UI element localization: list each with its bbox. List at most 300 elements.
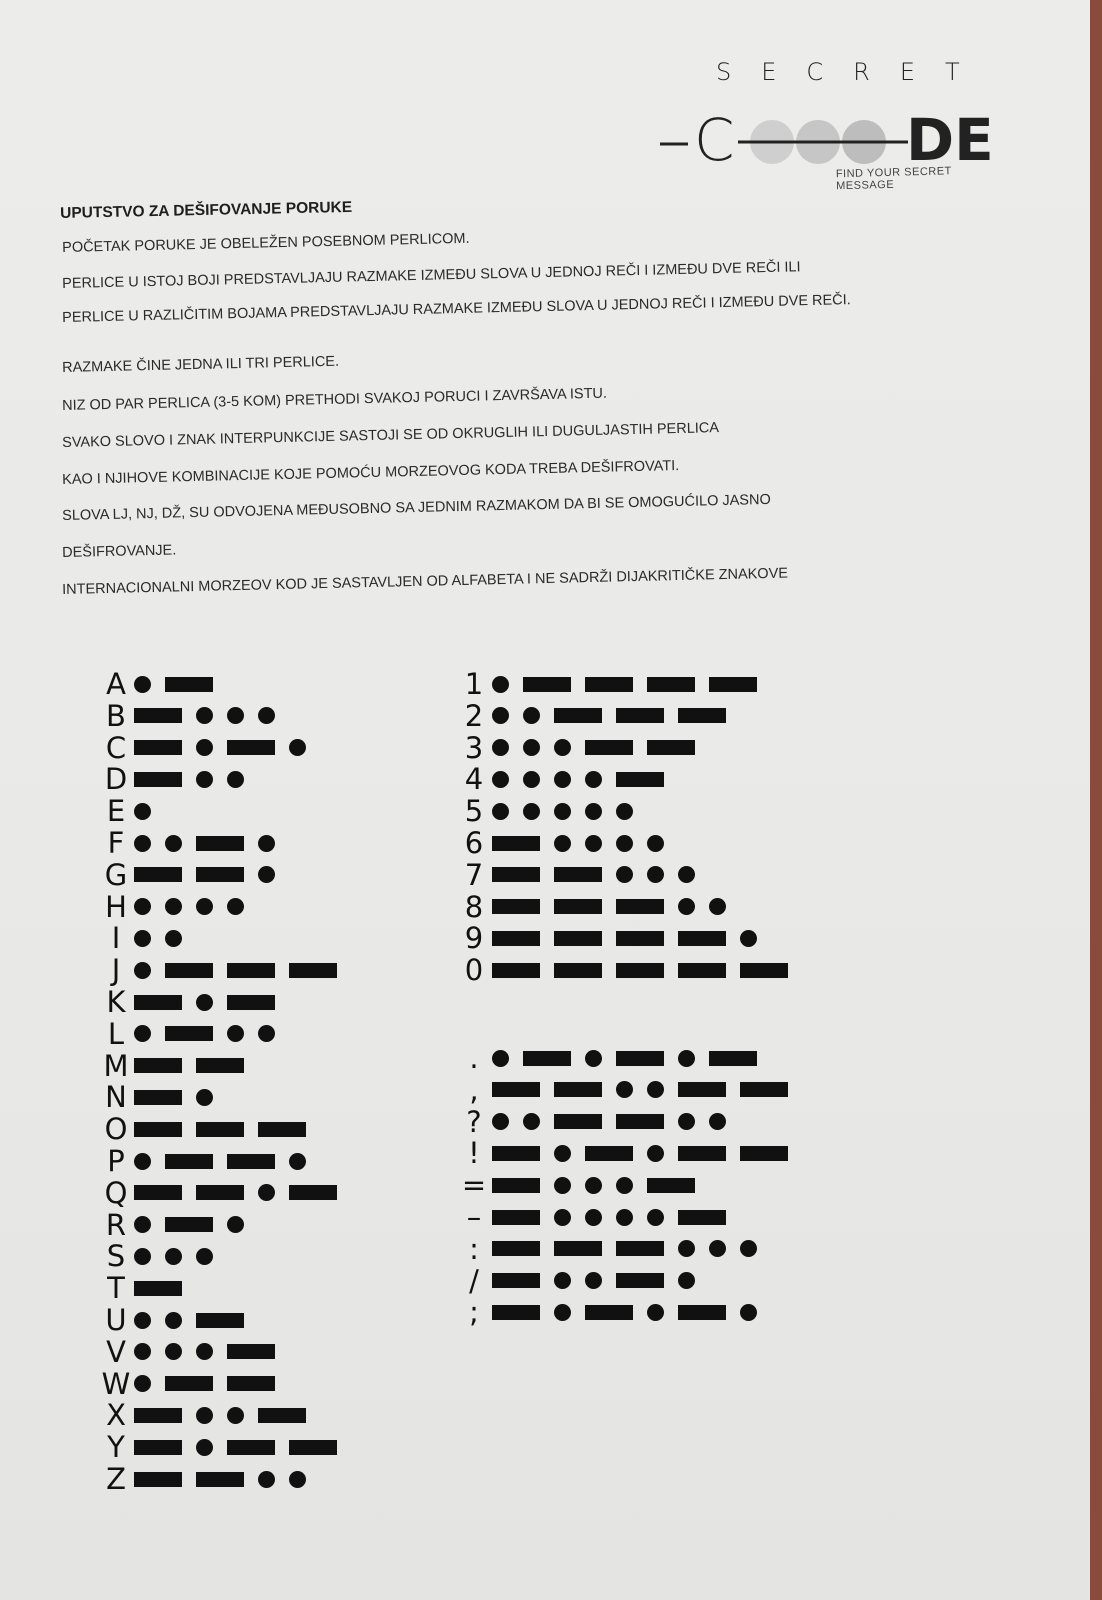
morse-code	[492, 930, 757, 947]
morse-dash	[165, 963, 213, 978]
morse-row-letters	[98, 1272, 182, 1304]
morse-dot	[165, 835, 182, 852]
morse-dash	[678, 963, 726, 978]
morse-character: 1	[464, 667, 484, 701]
morse-dot	[134, 1025, 151, 1042]
morse-dot	[647, 1304, 664, 1321]
morse-row-letters	[98, 1431, 337, 1463]
morse-code	[134, 739, 306, 756]
morse-row-letters	[98, 859, 275, 891]
morse-dot	[554, 1272, 571, 1289]
morse-code	[134, 1089, 213, 1106]
morse-dot	[258, 707, 275, 724]
morse-dot	[740, 930, 757, 947]
morse-dash	[227, 740, 275, 755]
morse-dash	[492, 1082, 540, 1097]
morse-dot	[523, 739, 540, 756]
morse-code	[492, 1050, 757, 1067]
morse-dot	[585, 1050, 602, 1067]
morse-row-punctuation	[456, 1201, 726, 1233]
morse-character: R	[105, 1207, 127, 1242]
morse-row-letters	[98, 1304, 244, 1336]
morse-code	[134, 866, 275, 883]
morse-dash	[678, 708, 726, 723]
morse-dot	[165, 1343, 182, 1360]
morse-dot	[165, 898, 182, 915]
morse-dash	[289, 1185, 337, 1200]
morse-row-numbers	[456, 859, 695, 891]
morse-dot	[227, 771, 244, 788]
morse-dash	[134, 867, 182, 882]
morse-dash	[196, 1313, 244, 1328]
morse-dash	[134, 995, 182, 1010]
morse-dash	[616, 772, 664, 787]
morse-dash	[523, 1051, 571, 1066]
morse-character: 2	[464, 698, 484, 733]
morse-dash	[134, 1185, 182, 1200]
instruction-line: SLOVA LJ, NJ, DŽ, SU ODVOJENA MEĐUSOBNO SA JEDNIM RAZMAKOM DA BI SE OMOGUĆILO JASNO	[62, 491, 771, 524]
morse-character: U	[105, 1303, 127, 1337]
morse-dash	[492, 836, 540, 851]
morse-dash	[523, 677, 571, 692]
morse-dot	[196, 1407, 213, 1424]
morse-character: /	[469, 1263, 479, 1298]
morse-code	[134, 1058, 244, 1073]
morse-code	[492, 963, 788, 978]
morse-dash	[678, 1146, 726, 1161]
morse-code	[492, 1113, 726, 1130]
morse-dash	[196, 1472, 244, 1487]
morse-row-punctuation	[456, 1137, 788, 1169]
morse-dash	[134, 1472, 182, 1487]
morse-dot	[134, 835, 151, 852]
morse-dot	[134, 1312, 151, 1329]
morse-dash	[709, 677, 757, 692]
morse-character: 8	[464, 889, 484, 924]
morse-dash	[492, 1178, 540, 1193]
morse-dash	[492, 931, 540, 946]
morse-character: S	[106, 1239, 126, 1274]
morse-dot	[740, 1304, 757, 1321]
morse-character: :	[469, 1231, 479, 1266]
morse-row-letters	[98, 1240, 213, 1272]
morse-row-letters	[98, 1368, 275, 1400]
morse-row-letters	[98, 732, 306, 764]
instruction-line: NIZ OD PAR PERLICA (3-5 KOM) PRETHODI SVAKOJ PORUCI I ZAVRŠAVA ISTU.	[62, 385, 608, 414]
morse-code	[492, 803, 633, 820]
instruction-line: RAZMAKE ČINE JEDNA ILI TRI PERLICE.	[62, 353, 340, 376]
morse-dot	[709, 1113, 726, 1130]
morse-dash	[554, 1082, 602, 1097]
morse-dot	[554, 803, 571, 820]
morse-row-punctuation	[456, 1169, 695, 1201]
morse-character: 3	[464, 730, 484, 765]
morse-dash	[585, 740, 633, 755]
morse-dot	[258, 866, 275, 883]
secret-code-logo	[660, 48, 1010, 193]
morse-dot	[258, 835, 275, 852]
morse-dot	[585, 1177, 602, 1194]
morse-code	[134, 707, 275, 724]
morse-dot	[134, 962, 151, 979]
morse-code	[492, 1177, 695, 1194]
morse-dot	[647, 1145, 664, 1162]
morse-dash	[678, 1305, 726, 1320]
morse-character: N	[105, 1080, 127, 1115]
morse-dot	[678, 1240, 695, 1257]
morse-character: !	[468, 1136, 480, 1171]
morse-dot	[227, 1407, 244, 1424]
morse-dash	[740, 1082, 788, 1097]
morse-code	[134, 1439, 337, 1456]
morse-character: 6	[464, 826, 484, 860]
morse-dot	[678, 1050, 695, 1067]
morse-dot	[523, 803, 540, 820]
morse-dot	[523, 707, 540, 724]
morse-dash	[616, 1114, 664, 1129]
morse-dash	[585, 1146, 633, 1161]
morse-dash	[554, 708, 602, 723]
morse-dot	[134, 676, 151, 693]
morse-code	[134, 1471, 306, 1488]
morse-dot	[523, 771, 540, 788]
morse-dot	[554, 1145, 571, 1162]
morse-row-punctuation	[456, 1042, 757, 1074]
morse-row-letters	[98, 1113, 306, 1145]
morse-dash	[616, 963, 664, 978]
morse-dash	[227, 1154, 275, 1169]
morse-dash	[554, 931, 602, 946]
morse-character: J	[111, 953, 121, 988]
morse-code	[134, 1312, 244, 1329]
morse-dash	[709, 1051, 757, 1066]
morse-dot	[134, 1153, 151, 1170]
morse-row-letters	[98, 700, 275, 732]
morse-dot	[647, 1081, 664, 1098]
morse-character: ?	[466, 1104, 482, 1139]
morse-dot	[227, 707, 244, 724]
morse-code	[134, 930, 182, 947]
morse-dash	[134, 1440, 182, 1455]
morse-dot	[678, 898, 695, 915]
morse-dot	[492, 739, 509, 756]
morse-code	[134, 994, 275, 1011]
morse-dash	[554, 867, 602, 882]
morse-row-letters	[98, 1336, 275, 1368]
morse-dash	[289, 963, 337, 978]
morse-dash	[492, 1305, 540, 1320]
morse-code	[134, 1407, 306, 1424]
morse-code	[492, 1272, 695, 1289]
morse-code	[134, 1025, 275, 1042]
morse-dot	[585, 835, 602, 852]
morse-dash	[165, 1026, 213, 1041]
morse-dash	[227, 1440, 275, 1455]
morse-dot	[616, 866, 633, 883]
morse-row-punctuation	[456, 1296, 757, 1328]
morse-dash	[678, 1082, 726, 1097]
morse-row-letters	[98, 795, 151, 827]
morse-dot	[492, 1113, 509, 1130]
morse-dash	[134, 1281, 182, 1296]
morse-character: ;	[469, 1295, 479, 1330]
morse-dot	[289, 1153, 306, 1170]
morse-character: =	[461, 1168, 487, 1203]
morse-dash	[554, 963, 602, 978]
morse-row-letters	[98, 1209, 244, 1241]
morse-row-punctuation	[456, 1265, 695, 1297]
morse-code	[134, 962, 337, 979]
morse-dot	[678, 1113, 695, 1130]
morse-dot	[740, 1240, 757, 1257]
morse-character: 7	[464, 857, 484, 892]
morse-dash	[134, 1122, 182, 1137]
morse-dot	[134, 803, 151, 820]
morse-dash	[134, 708, 182, 723]
morse-dash	[258, 1122, 306, 1137]
morse-dash	[258, 1408, 306, 1423]
morse-code	[492, 1304, 757, 1321]
morse-row-numbers	[456, 891, 726, 923]
morse-dot	[227, 898, 244, 915]
instruction-line: DEŠIFROVANJE.	[62, 542, 177, 561]
morse-dash	[165, 677, 213, 692]
morse-code	[134, 1216, 244, 1233]
morse-row-letters	[98, 763, 244, 795]
morse-row-numbers	[456, 954, 788, 986]
morse-dot	[196, 1248, 213, 1265]
morse-dash	[492, 963, 540, 978]
morse-code	[134, 898, 244, 915]
morse-dash	[554, 1114, 602, 1129]
morse-row-numbers	[456, 827, 664, 859]
morse-character: H	[105, 889, 127, 924]
instruction-line: PERLICE U RAZLIČITIM BOJAMA PREDSTAVLJAJU RAZMAKE IZMEĐU SLOVA U JEDNOJ REČI I IZMEĐU DVE REČI.	[62, 292, 851, 326]
morse-row-numbers	[456, 668, 757, 700]
morse-code	[492, 898, 726, 915]
morse-dash	[647, 677, 695, 692]
morse-character: M	[103, 1048, 129, 1083]
logo-main-letter: C	[694, 106, 735, 174]
morse-character: I	[111, 921, 121, 956]
morse-row-punctuation	[456, 1074, 788, 1106]
morse-dash	[227, 995, 275, 1010]
instruction-line: SVAKO SLOVO I ZNAK INTERPUNKCIJE SASTOJI SE OD OKRUGLIH ILI DUGULJASTIH PERLICA	[62, 420, 720, 451]
morse-dot	[709, 1240, 726, 1257]
morse-code	[492, 1145, 788, 1162]
morse-dot	[196, 1343, 213, 1360]
morse-dash	[740, 1146, 788, 1161]
morse-character: .	[469, 1041, 479, 1075]
morse-character: 0	[464, 953, 484, 988]
logo-top-text: SECRET	[716, 58, 990, 86]
morse-character: P	[107, 1144, 125, 1178]
morse-row-letters	[98, 954, 337, 986]
morse-character: Y	[107, 1430, 125, 1465]
morse-code	[134, 1248, 213, 1265]
morse-character: ,	[469, 1072, 479, 1107]
morse-character: B	[106, 698, 126, 733]
morse-dash	[227, 1344, 275, 1359]
morse-dash	[492, 899, 540, 914]
morse-character: O	[104, 1112, 128, 1147]
morse-code	[492, 835, 664, 852]
morse-dot	[165, 1248, 182, 1265]
morse-character: E	[106, 794, 126, 829]
morse-character: X	[106, 1398, 126, 1433]
morse-dot	[165, 1312, 182, 1329]
morse-dot	[492, 1050, 509, 1067]
morse-dot	[134, 1375, 151, 1392]
morse-code	[134, 803, 151, 820]
morse-character: V	[106, 1334, 126, 1369]
morse-code	[492, 1240, 757, 1257]
morse-row-numbers	[456, 795, 633, 827]
morse-dot	[289, 739, 306, 756]
morse-dot	[134, 898, 151, 915]
morse-code	[134, 771, 244, 788]
morse-row-numbers	[456, 922, 757, 954]
morse-dash	[289, 1440, 337, 1455]
morse-row-numbers	[456, 700, 726, 732]
morse-character: D	[104, 762, 128, 797]
morse-dash	[616, 1273, 664, 1288]
morse-code	[492, 739, 695, 756]
morse-code	[492, 866, 695, 883]
morse-dot	[134, 1248, 151, 1265]
morse-code	[492, 1081, 788, 1098]
morse-dash	[134, 1408, 182, 1423]
morse-dash	[134, 772, 182, 787]
morse-dash	[492, 867, 540, 882]
morse-character: Q	[104, 1175, 128, 1210]
morse-dash	[196, 1058, 244, 1073]
morse-dot	[678, 1272, 695, 1289]
morse-character: W	[101, 1366, 131, 1401]
morse-dash	[134, 1058, 182, 1073]
morse-dash	[492, 1273, 540, 1288]
morse-character: K	[106, 985, 126, 1019]
morse-row-letters	[98, 1177, 337, 1209]
morse-code	[134, 676, 213, 693]
morse-dash	[616, 899, 664, 914]
morse-character: F	[107, 826, 125, 860]
morse-dot	[492, 707, 509, 724]
morse-code	[134, 835, 275, 852]
morse-dot	[585, 803, 602, 820]
morse-row-letters	[98, 1050, 244, 1082]
morse-dash	[196, 1185, 244, 1200]
morse-dot	[227, 1216, 244, 1233]
instruction-line: KAO I NJIHOVE KOMBINACIJE KOJE POMOĆU MORZEOVOG KODA TREBA DEŠIFROVATI.	[62, 457, 680, 488]
morse-character: 9	[464, 921, 484, 956]
morse-dot	[196, 898, 213, 915]
morse-dash	[227, 1376, 275, 1391]
morse-row-letters	[98, 1399, 306, 1431]
morse-character: –	[466, 1200, 482, 1234]
morse-character: L	[107, 1016, 125, 1051]
morse-dash	[616, 708, 664, 723]
morse-dot	[554, 1209, 571, 1226]
morse-row-letters	[98, 922, 182, 954]
morse-dash	[134, 1090, 182, 1105]
morse-dot	[134, 1343, 151, 1360]
instruction-line: POČETAK PORUKE JE OBELEŽEN POSEBNOM PERLICOM.	[62, 230, 470, 256]
morse-dash	[616, 931, 664, 946]
morse-row-letters	[98, 1081, 213, 1113]
morse-dot	[196, 739, 213, 756]
morse-dash	[165, 1154, 213, 1169]
morse-dash	[647, 740, 695, 755]
morse-row-letters	[98, 827, 275, 859]
morse-dot	[647, 1209, 664, 1226]
morse-dash	[585, 677, 633, 692]
morse-dot	[616, 1177, 633, 1194]
morse-character: G	[104, 857, 128, 892]
morse-dash	[616, 1051, 664, 1066]
instruction-line: PERLICE U ISTOJ BOJI PREDSTAVLJAJU RAZMAKE IZMEĐU SLOVA U JEDNOJ REČI I IZMEĐU DVE REČI ILI	[62, 259, 801, 292]
morse-dash	[740, 963, 788, 978]
morse-row-letters	[98, 986, 275, 1018]
morse-dash	[165, 1376, 213, 1391]
morse-row-letters	[98, 1145, 306, 1177]
morse-dot	[647, 866, 664, 883]
morse-dash	[165, 1217, 213, 1232]
morse-dot	[554, 739, 571, 756]
morse-dot	[492, 771, 509, 788]
morse-code	[134, 1153, 306, 1170]
morse-dot	[616, 803, 633, 820]
morse-row-letters	[98, 1463, 306, 1495]
morse-dot	[258, 1025, 275, 1042]
morse-dot	[554, 1177, 571, 1194]
morse-dot	[492, 676, 509, 693]
morse-dot	[616, 1081, 633, 1098]
morse-dash	[678, 1210, 726, 1225]
morse-dot	[289, 1471, 306, 1488]
morse-row-numbers	[456, 763, 664, 795]
morse-character: T	[107, 1271, 125, 1306]
instruction-line: INTERNACIONALNI MORZEOV KOD JE SASTAVLJEN OD ALFABETA I NE SADRŽI DIJAKRITIČKE ZNAKOVE	[62, 565, 789, 598]
morse-dot	[196, 1089, 213, 1106]
morse-dot	[258, 1471, 275, 1488]
morse-dot	[258, 1184, 275, 1201]
morse-dot	[523, 1113, 540, 1130]
morse-code	[134, 1375, 275, 1392]
morse-character: C	[105, 730, 127, 765]
morse-dot	[616, 835, 633, 852]
morse-dash	[585, 1305, 633, 1320]
morse-dot	[554, 835, 571, 852]
morse-dot	[585, 1209, 602, 1226]
instructions-heading: UPUTSTVO ZA DEŠIFOVANJE PORUKE	[60, 198, 353, 222]
morse-dot	[196, 994, 213, 1011]
morse-dot	[196, 771, 213, 788]
morse-code	[134, 1122, 306, 1137]
morse-dash	[492, 1241, 540, 1256]
morse-code	[134, 1343, 275, 1360]
morse-dash	[492, 1210, 540, 1225]
morse-dash	[616, 1241, 664, 1256]
morse-dash	[554, 1241, 602, 1256]
morse-dot	[585, 771, 602, 788]
morse-row-numbers	[456, 732, 695, 764]
morse-dash	[492, 1146, 540, 1161]
morse-character: Z	[106, 1462, 126, 1496]
morse-code	[492, 707, 726, 724]
morse-character: 5	[464, 794, 484, 829]
morse-row-punctuation	[456, 1233, 757, 1265]
